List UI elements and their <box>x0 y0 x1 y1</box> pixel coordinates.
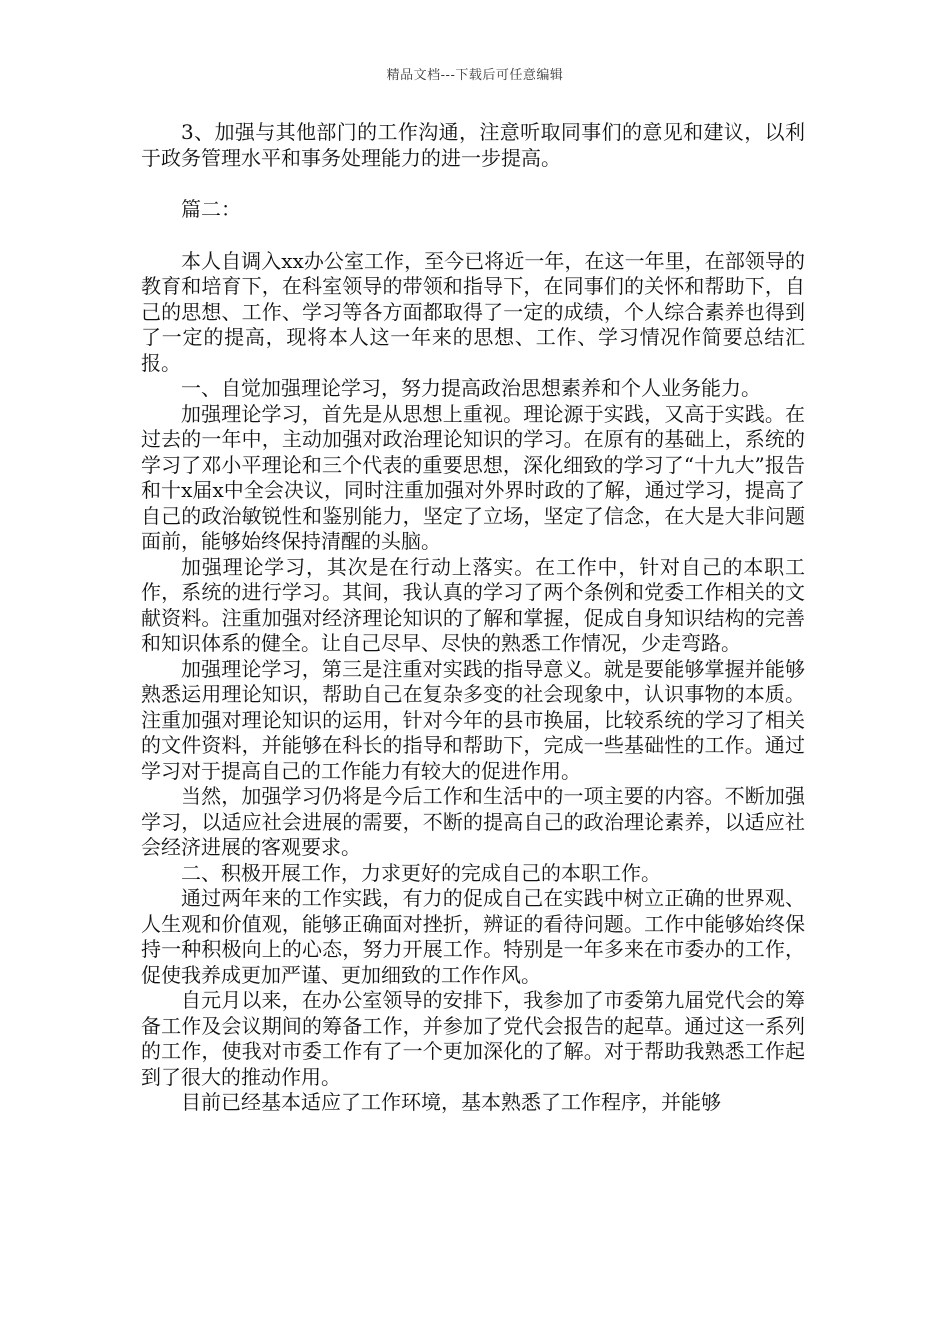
paragraph-theory-third: 加强理论学习，第三是注重对实践的指导意义。就是要能够掌握并能够熟悉运用理论知识，帮助自己在复杂多变的社会现象中，认识事物的本质。注重加强对理论知识的运用，针对今年的县市换届，比较系统的学习了相关的文件资料，并能够在科长的指导和帮助下，完成一些基础性的工作。通过学习对于提高自己的工作能力有较大的促进作用。 <box>141 656 805 783</box>
paragraph-intro: 本人自调入xx办公室工作，至今已将近一年，在这一年里，在部领导的教育和培育下，在科室领导的带领和指导下，在同事们的关怀和帮助下，自己的思想、工作、学习等各方面都取得了一定的成绩，个人综合素养也得到了一定的提高，现将本人这一年来的思想、工作、学习情况作简要总结汇报。 <box>141 248 805 375</box>
paragraph-theory-second: 加强理论学习，其次是在行动上落实。在工作中，针对自己的本职工作，系统的进行学习。其间，我认真的学习了两个条例和党委工作相关的文献资料。注重加强对经济理论知识的了解和掌握，促成自身知识结构的完善和知识体系的健全。让自己尽早、尽快的熟悉工作情况，少走弯路。 <box>141 554 805 655</box>
document-body <box>141 120 805 1116</box>
paragraph-current-status: 目前已经基本适应了工作环境，基本熟悉了工作程序，并能够 <box>181 1090 721 1114</box>
paragraph-continue-learning: 当然，加强学习仍将是今后工作和生活中的一项主要的内容。不断加强学习，以适应社会进展的需要，不断的提高自己的政治理论素养，以适应社会经济进展的客观要求。 <box>141 784 805 859</box>
paragraph-1: 3、加强与其他部门的工作沟通，注意听取同事们的意见和建议，以利于政务管理水平和事务处理能力的进一步提高。 <box>141 120 805 170</box>
section-heading-one: 一、自觉加强理论学习，努力提高政治思想素养和个人业务能力。 <box>181 376 761 400</box>
section-heading-part-two: 篇二： <box>181 197 241 221</box>
paragraph-work-practice: 通过两年来的工作实践，有力的促成自己在实践中树立正确的世界观、人生观和价值观，能够正确面对挫折，辨证的看待问题。工作中能够始终保持一种积极向上的心态，努力开展工作。特别是一年多来在市委办的工作，促使我养成更加严谨、更加细致的工作作风。 <box>141 886 805 987</box>
section-heading-two: 二、积极开展工作，力求更好的完成自己的本职工作。 <box>181 860 661 885</box>
paragraph-congress-work: 自元月以来，在办公室领导的安排下，我参加了市委第九届党代会的筹备工作及会议期间的筹备工作，并参加了党代会报告的起草。通过这一系列的工作，使我对市委工作有了一个更加深化的了解。对于帮助我熟悉工作起到了很大的推动作用。 <box>141 988 805 1089</box>
paragraph-theory-first: 加强理论学习，首先是从思想上重视。理论源于实践，又高于实践。在过去的一年中，主动加强对政治理论知识的学习。在原有的基础上，系统的学习了邓小平理论和三个代表的重要思想，深化细致的学习了“十九大”报告和十x届x中全会决议，同时注重加强对外界时政的了解，通过学习，提高了自己的政治敏锐性和鉴别能力，坚定了立场，坚定了信念，在大是大非问题面前，能够始终保持清醒的头脑。 <box>141 401 805 553</box>
page-header: 精品文档---下载后可任意编辑 <box>386 68 564 83</box>
